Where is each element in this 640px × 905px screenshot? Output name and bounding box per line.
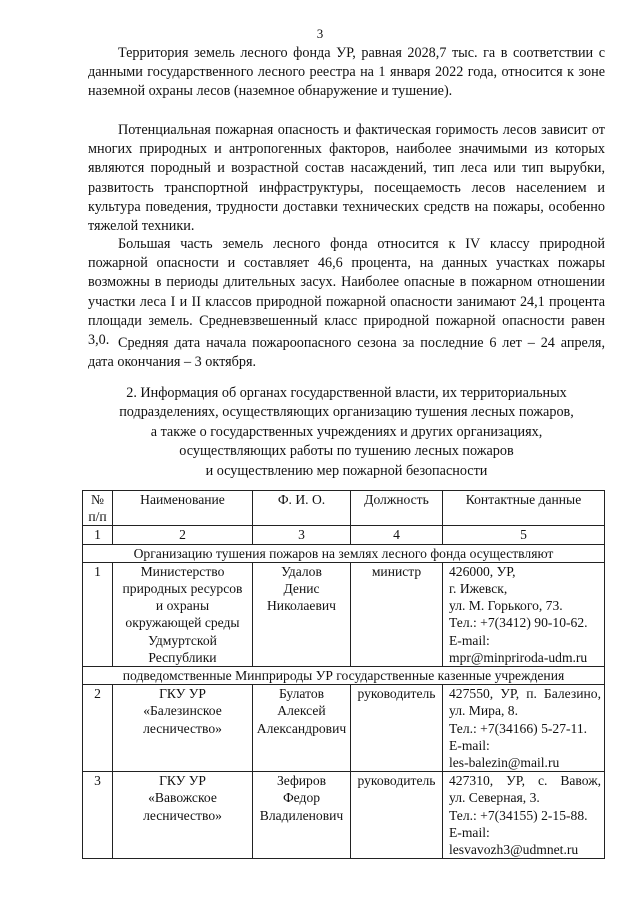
org-name-line: природных ресурсов: [122, 581, 243, 597]
contact-line: E-mail:: [449, 824, 490, 840]
org-name-line: окружающей среды: [125, 615, 240, 631]
contact-line: ул. М. Горького, 73.: [449, 598, 563, 614]
column-number: 5: [443, 526, 605, 544]
person-position: руководитель: [351, 685, 443, 772]
heading-line: а также о государственных учреждениях и других организациях,: [150, 423, 543, 440]
header-position: Должность: [351, 491, 443, 526]
email-address: les-balezin@mail.ru: [449, 755, 560, 771]
heading-line: подразделениях, осуществляющих организацию тушения лесных пожаров,: [119, 404, 574, 421]
table-row: [83, 685, 605, 772]
column-number: 2: [113, 526, 253, 544]
person-fio: [253, 685, 351, 772]
fio-line: Зефиров: [276, 773, 327, 789]
org-name-line: и охраны: [155, 598, 210, 614]
contact-line: E-mail:: [449, 737, 490, 753]
paragraph-fire-danger: Потенциальная пожарная опасность и фактическая горимость лесов зависит от многих природных и антропогенных факторов, наиболее значимыми из которых являются породный и возрастной состав насаждений, тип леса или тип вырубки, развитость транспортной инфраструктуры, посещаемость лесов населением и культура поведения, трудности доставки технических средств на пожары, особенно тяжелой техники.: [88, 122, 605, 235]
column-number: 1: [83, 526, 113, 544]
column-numbers-row: [83, 526, 605, 544]
contact-line: Тел.: +7(34155) 2-15-88.: [449, 807, 588, 823]
org-name-line: лесничество»: [143, 720, 222, 736]
contact-line: Тел.: +7(3412) 90-10-62.: [449, 615, 588, 631]
contact-line: 427550, УР, п. Балезино,: [449, 686, 601, 702]
paragraph-season-dates: Средняя дата начала пожароопасного сезона за последние 6 лет – 24 апреля, дата окончания – 3 октября.: [88, 335, 605, 371]
person-fio: [253, 562, 351, 666]
fio-line: Алексей: [277, 703, 326, 719]
section-row: [83, 544, 605, 562]
fio-line: Николаевич: [266, 598, 336, 614]
fio-line: Александрович: [256, 720, 347, 736]
paragraph-forest-area: Территория земель лесного фонда УР, равная 2028,7 тыс. га в соответствии с данными государственного лесного реестра на 1 января 2022 года, относится к зоне наземной охраны лесов (наземное обнаружение и тушение).: [88, 45, 605, 100]
contact-details: [443, 685, 605, 772]
heading-line: 2. Информация об органах государственной власти, их территориальных: [126, 385, 567, 401]
column-number: 4: [351, 526, 443, 544]
heading-line: и осуществлению мер пожарной безопасности: [205, 462, 488, 479]
org-name-line: Республики: [148, 649, 217, 665]
contact-line: ул. Северная, 3.: [449, 790, 540, 806]
person-fio: [253, 772, 351, 859]
email-address: lesvavozh3@udmnet.ru: [449, 842, 579, 858]
contact-line: 427310, УР, с. Вавож,: [449, 773, 601, 789]
person-position: руководитель: [351, 772, 443, 859]
section-row-label: Организацию тушения пожаров на землях лесного фонда осуществляют: [83, 544, 605, 562]
heading-line: осуществляющих работы по тушению лесных пожаров: [179, 443, 514, 460]
contact-line: E-mail:: [449, 632, 490, 648]
organizations-table: [82, 490, 605, 859]
fio-line: Федор: [282, 790, 321, 806]
contact-line: ул. Мира, 8.: [449, 703, 518, 719]
org-name-line: ГКУ УР: [159, 773, 206, 789]
table-row: [83, 772, 605, 859]
fio-line: Владиленович: [259, 807, 344, 823]
header-number: № п/п: [83, 491, 113, 526]
org-name-line: Министерство: [140, 563, 225, 579]
fio-line: Удалов: [281, 563, 322, 579]
org-name: [113, 562, 253, 666]
org-name: [113, 772, 253, 859]
section-row-label: подведомственные Минприроды УР государственные казенные учреждения: [83, 667, 605, 685]
fio-line: Булатов: [278, 686, 325, 702]
org-name-line: лесничество»: [143, 807, 222, 823]
row-number: 1: [83, 562, 113, 666]
section-heading: [88, 384, 605, 481]
contact-line: Тел.: +7(34166) 5-27-11.: [449, 720, 588, 736]
column-number: 3: [253, 526, 351, 544]
contact-line: 426000, УР,: [449, 563, 516, 579]
header-fio: Ф. И. О.: [253, 491, 351, 526]
org-name-line: «Вавожское: [148, 790, 217, 806]
org-name: [113, 685, 253, 772]
row-number: 2: [83, 685, 113, 772]
org-name-line: «Балезинское: [143, 703, 222, 719]
fio-line: Денис: [283, 581, 320, 597]
email-address: mpr@minpriroda-udm.ru: [449, 649, 588, 665]
header-name: Наименование: [113, 491, 253, 526]
org-name-line: Удмуртской: [148, 632, 217, 648]
paragraph-danger-classes: Большая часть земель лесного фонда относится к IV классу природной пожарной опасности и составляет 46,6 процента, на данных участках пожары возможны в периоды длительных засух. Наиболее опасные в пожарном отношении участки леса I и II классов природной пожарной опасности занимают 24,1 процента площади земель. Средневзвешенный класс природной пожарной опасности равен 3,0.: [88, 236, 605, 349]
section-row: [83, 667, 605, 685]
org-name-line: ГКУ УР: [159, 686, 206, 702]
row-number: 3: [83, 772, 113, 859]
person-position: министр: [351, 562, 443, 666]
table-header-row: [83, 491, 605, 526]
contact-details: [443, 772, 605, 859]
table-row: [83, 562, 605, 666]
page-number: 3: [316, 26, 324, 41]
header-contacts: Контактные данные: [443, 491, 605, 526]
contact-line: г. Ижевск,: [449, 581, 508, 597]
contact-details: [443, 562, 605, 666]
